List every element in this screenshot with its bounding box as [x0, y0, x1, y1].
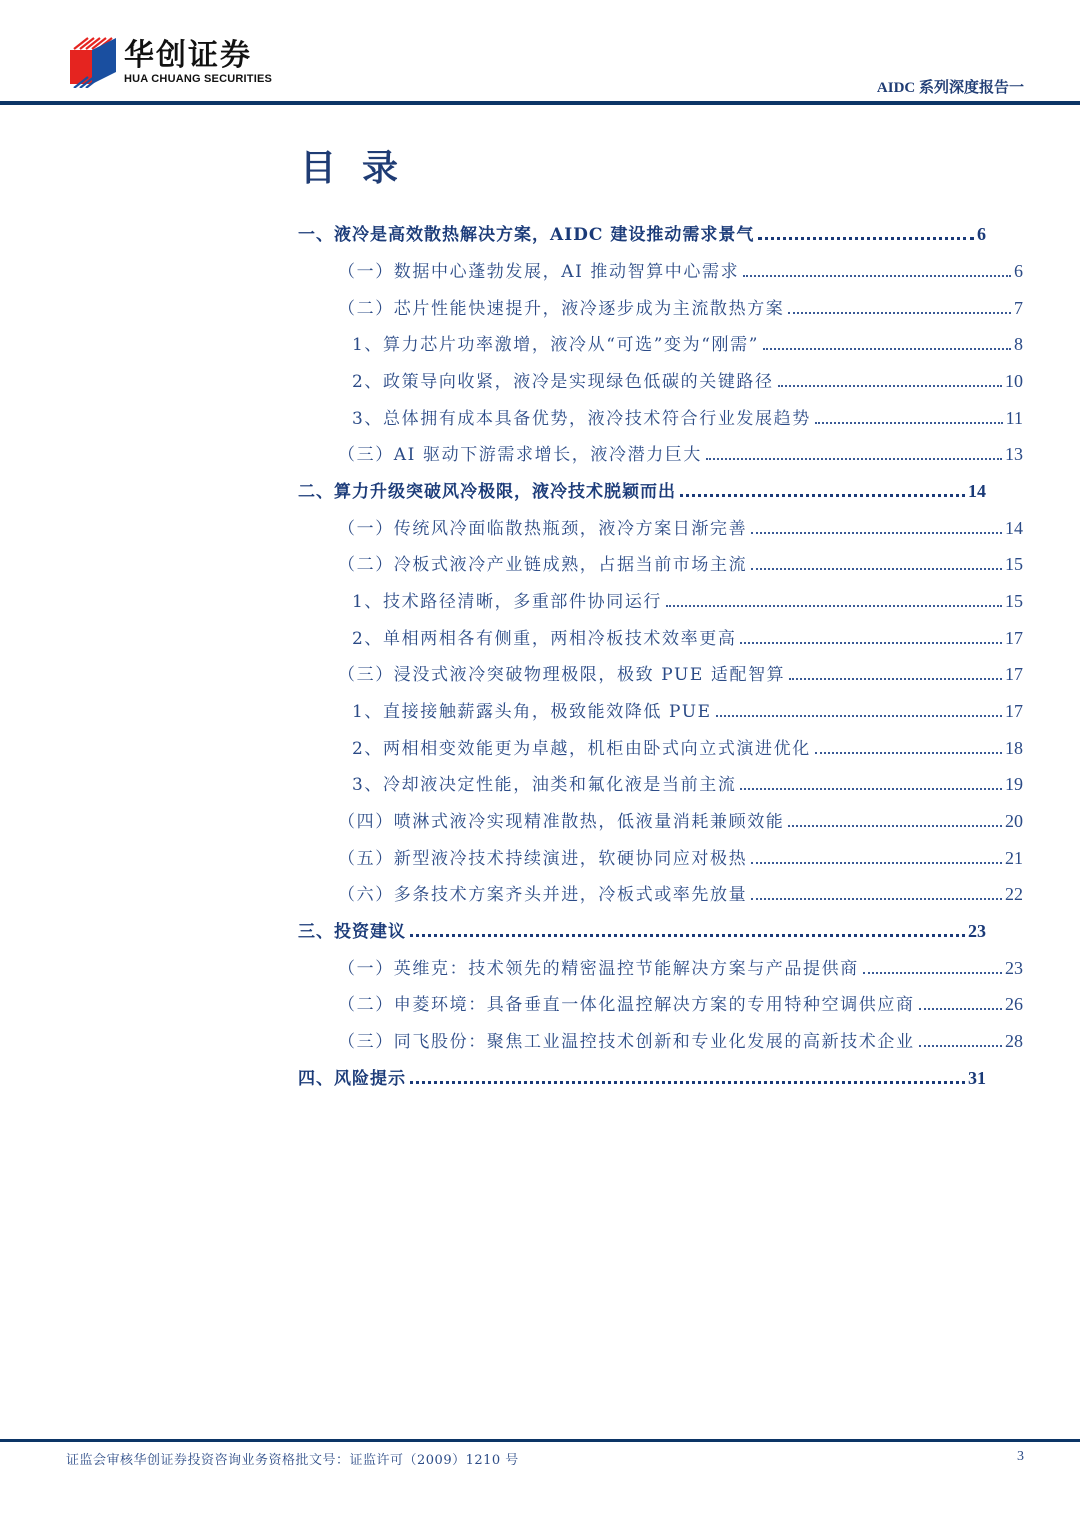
leader-dots	[680, 493, 965, 497]
leader-dots	[789, 677, 1002, 680]
toc-entry-label: （二）申菱环境：具备垂直一体化温控解决方案的专用特种空调供应商	[338, 995, 915, 1015]
leader-dots	[788, 311, 1011, 314]
toc-entry-label: （三）同飞股份：聚焦工业温控技术创新和专业化发展的高新技术企业	[338, 1032, 915, 1052]
toc-entry[interactable]	[298, 917, 986, 947]
toc-entry-label: 2、政策导向收紧，液冷是实现绿色低碳的关键路径	[352, 372, 774, 392]
toc-entry-label: 三、投资建议	[298, 922, 406, 942]
leader-dots	[410, 933, 965, 937]
leader-dots	[751, 861, 1002, 864]
toc-entry-page: 23	[1005, 958, 1023, 978]
report-series-title: AIDC 系列深度报告一	[876, 80, 1024, 96]
toc-entry-page: 13	[1005, 444, 1023, 464]
toc-entry-label: （二）冷板式液冷产业链成熟，占据当前市场主流	[338, 555, 748, 575]
leader-dots	[815, 421, 1003, 424]
page-number: 3	[1017, 1449, 1024, 1464]
leader-dots	[666, 604, 1002, 607]
toc-entry[interactable]	[338, 514, 1023, 544]
toc-entry-label: 二、算力升级突破风冷极限，液冷技术脱颖而出	[298, 482, 676, 502]
toc-entry-page: 8	[1014, 334, 1023, 354]
toc-entry-label: （二）芯片性能快速提升，液冷逐步成为主流散热方案	[338, 299, 785, 319]
toc-entry[interactable]	[338, 880, 1023, 910]
leader-dots	[751, 531, 1002, 534]
toc-entry-page: 6	[1014, 261, 1023, 281]
toc-entry-page: 22	[1005, 884, 1023, 904]
leader-dots	[778, 384, 1002, 387]
toc-entry[interactable]	[352, 367, 1023, 397]
leader-dots	[716, 714, 1002, 717]
toc-entry-page: 26	[1005, 994, 1023, 1014]
toc-entry-label: （四）喷淋式液冷实现精准散热，低液量消耗兼顾效能	[338, 812, 785, 832]
toc-entry-page: 18	[1005, 738, 1023, 758]
toc-entry-page: 11	[1005, 408, 1023, 428]
toc-entry[interactable]	[338, 1027, 1023, 1057]
company-logo	[66, 36, 272, 88]
leader-dots	[740, 787, 1002, 790]
toc-entry[interactable]	[352, 587, 1023, 617]
toc-entry-label: 一、液冷是高效散热解决方案，AIDC 建设推动需求景气	[298, 225, 755, 245]
toc-entry[interactable]	[338, 807, 1023, 837]
leader-dots	[751, 567, 1002, 570]
leader-dots	[919, 1044, 1002, 1047]
toc-entry-label: （三）AI 驱动下游需求增长，液冷潜力巨大	[338, 445, 702, 465]
toc-entry-page: 19	[1005, 774, 1023, 794]
toc-entry-label: 1、直接接触薪露头角，极致能效降低 PUE	[352, 702, 712, 722]
leader-dots	[763, 347, 1011, 350]
toc-entry-label: （一）数据中心蓬勃发展，AI 推动智算中心需求	[338, 262, 740, 282]
toc-entry[interactable]	[338, 440, 1023, 470]
toc-entry[interactable]	[338, 660, 1023, 690]
toc-entry-page: 17	[1005, 628, 1023, 648]
leader-dots	[410, 1080, 965, 1084]
toc-entry-label: （三）浸没式液冷突破物理极限，极致 PUE 适配智算	[338, 665, 786, 685]
toc-entry-label: （六）多条技术方案齐头并进，冷板式或率先放量	[338, 885, 748, 905]
toc-entry[interactable]	[338, 844, 1023, 874]
toc-entry-page: 21	[1005, 848, 1023, 868]
page-header	[0, 0, 1080, 106]
toc-entry-page: 17	[1005, 664, 1023, 684]
logo-cube-icon	[66, 36, 118, 88]
toc-entry[interactable]	[352, 330, 1023, 360]
toc-entry[interactable]	[338, 257, 1023, 287]
toc-entry[interactable]	[338, 294, 1023, 324]
leader-dots	[740, 641, 1002, 644]
toc-entry-label: （一）传统风冷面临散热瓶颈，液冷方案日渐完善	[338, 519, 748, 539]
toc-entry-page: 31	[968, 1068, 986, 1088]
toc-entry[interactable]	[298, 220, 986, 250]
toc-entry-page: 15	[1005, 554, 1023, 574]
regulatory-note: 证监会审核华创证券投资咨询业务资格批文号：证监许可（2009）1210 号	[66, 1453, 519, 1468]
toc-entry-page: 6	[977, 224, 986, 244]
toc-entry[interactable]	[352, 624, 1023, 654]
toc-entry-label: （五）新型液冷技术持续演进，软硬协同应对极热	[338, 849, 748, 869]
toc-entry-page: 23	[968, 921, 986, 941]
toc-entry[interactable]	[352, 770, 1023, 800]
toc-entry[interactable]	[338, 954, 1023, 984]
toc-entry-label: 2、单相两相各有侧重，两相冷板技术效率更高	[352, 629, 737, 649]
toc-entry[interactable]	[338, 550, 1023, 580]
toc-entry[interactable]	[352, 697, 1023, 727]
toc-entry-page: 28	[1005, 1031, 1023, 1051]
leader-dots	[743, 274, 1011, 277]
toc-entry[interactable]	[352, 404, 1023, 434]
toc-entry-label: 3、总体拥有成本具备优势，液冷技术符合行业发展趋势	[352, 409, 811, 429]
leader-dots	[788, 824, 1002, 827]
leader-dots	[863, 971, 1002, 974]
leader-dots	[919, 1007, 1002, 1010]
toc-entry[interactable]	[338, 990, 1023, 1020]
toc-entry-label: 1、算力芯片功率激增，液冷从“可选”变为“刚需”	[352, 335, 759, 355]
toc-entry[interactable]	[298, 477, 986, 507]
toc-entry[interactable]	[298, 1064, 986, 1094]
toc-entry-page: 7	[1014, 298, 1023, 318]
leader-dots	[815, 751, 1002, 754]
toc-entry-label: 1、技术路径清晰，多重部件协同运行	[352, 592, 663, 612]
toc-entry-label: 2、两相相变效能更为卓越，机柜由卧式向立式演进优化	[352, 739, 811, 759]
toc-title: 目录	[300, 148, 425, 189]
toc-entry-page: 14	[968, 481, 986, 501]
leader-dots	[758, 236, 974, 240]
toc-entry-label: （一）英维克：技术领先的精密温控节能解决方案与产品提供商	[338, 959, 859, 979]
leader-dots	[751, 897, 1002, 900]
toc-entry-label: 3、冷却液决定性能，油类和氟化液是当前主流	[352, 775, 737, 795]
logo-english-name: HUA CHUANG SECURITIES	[124, 72, 273, 85]
toc-entry-page: 14	[1005, 518, 1023, 538]
toc-entry-label: 四、风险提示	[298, 1069, 406, 1089]
toc-entry-page: 20	[1005, 811, 1023, 831]
toc-entry-page: 17	[1005, 701, 1023, 721]
header-divider	[0, 101, 1080, 105]
leader-dots	[706, 457, 1002, 460]
toc-entry[interactable]	[352, 734, 1023, 764]
footer-divider	[0, 1439, 1080, 1442]
toc-entry-page: 10	[1005, 371, 1023, 391]
toc-entry-page: 15	[1005, 591, 1023, 611]
logo-chinese-name: 华创证券	[124, 37, 252, 73]
